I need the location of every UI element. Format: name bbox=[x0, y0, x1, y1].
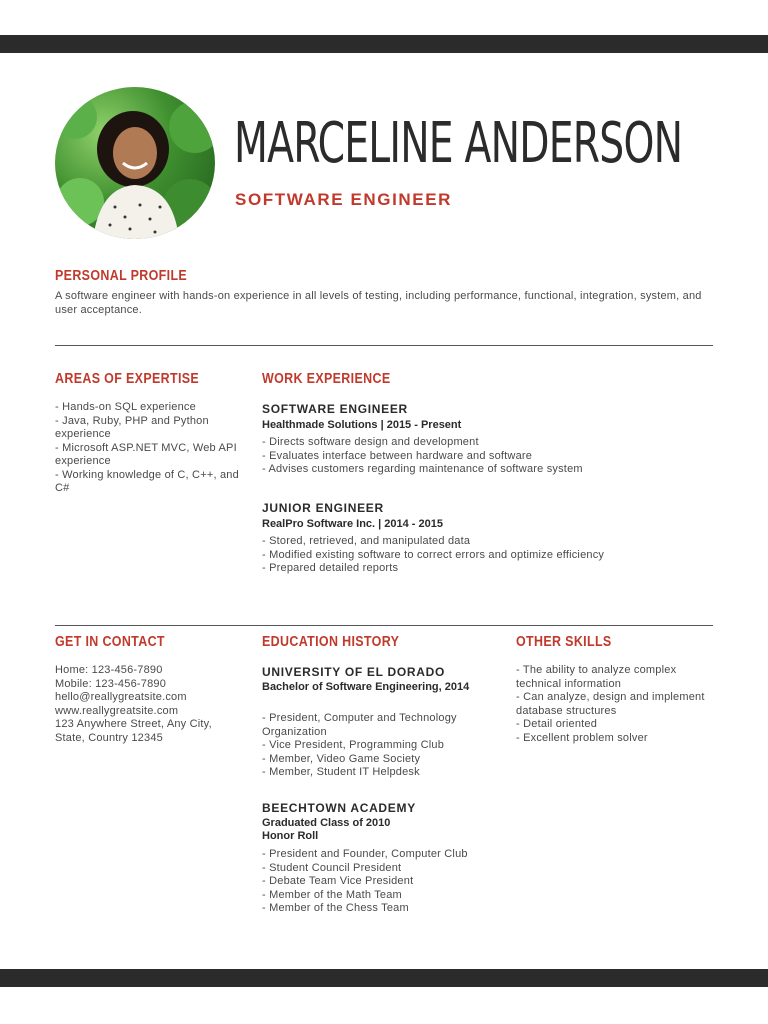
list-item: - Directs software design and development bbox=[262, 436, 479, 448]
bottom-bar bbox=[0, 969, 768, 987]
list-item: - Hands-on SQL experience bbox=[55, 401, 196, 413]
contact-phone-mobile: Mobile: 123-456-7890 bbox=[55, 677, 167, 690]
education-heading: EDUCATION HISTORY bbox=[262, 634, 400, 650]
contact-list bbox=[55, 664, 245, 745]
school-graduation: Graduated Class of 2010 bbox=[262, 817, 391, 829]
job-title: SOFTWARE ENGINEER bbox=[262, 402, 408, 416]
candidate-name: MARCELINE ANDERSON bbox=[234, 111, 683, 176]
school-honor: Honor Roll bbox=[262, 830, 319, 842]
expertise-heading: AREAS OF EXPERTISE bbox=[55, 371, 200, 387]
profile-photo bbox=[55, 87, 215, 239]
list-item: - Student Council President bbox=[262, 861, 402, 874]
list-item: - Working knowledge of C, C++, and C# bbox=[55, 468, 239, 494]
contact-phone-home: Home: 123-456-7890 bbox=[55, 664, 163, 676]
list-item: - Excellent problem solver bbox=[516, 731, 648, 744]
list-item: - Modified existing software to correct errors and optimize efficiency bbox=[262, 548, 605, 561]
job-company: RealPro Software Inc. | 2014 - 2015 bbox=[262, 518, 443, 530]
school-name: UNIVERSITY OF EL DORADO bbox=[262, 665, 446, 679]
portrait-image bbox=[55, 87, 215, 239]
candidate-title: SOFTWARE ENGINEER bbox=[235, 190, 453, 209]
list-item: - Member, Video Game Society bbox=[262, 752, 421, 765]
list-item: - Vice President, Programming Club bbox=[262, 739, 445, 751]
list-item: - Member of the Chess Team bbox=[262, 902, 409, 914]
contact-address-line1: 123 Anywhere Street, Any City, bbox=[55, 718, 212, 730]
school-activities bbox=[262, 712, 492, 780]
work-heading: WORK EXPERIENCE bbox=[262, 371, 391, 387]
job-title: JUNIOR ENGINEER bbox=[262, 501, 384, 515]
list-item: - Debate Team Vice President bbox=[262, 875, 414, 887]
profile-heading: PERSONAL PROFILE bbox=[55, 268, 188, 284]
job-duties bbox=[262, 535, 702, 576]
school-name: BEECHTOWN ACADEMY bbox=[262, 801, 416, 815]
top-bar bbox=[0, 35, 768, 53]
list-item: - Member, Student IT Helpdesk bbox=[262, 766, 420, 778]
list-item: - President, Computer and Technology Organization bbox=[262, 712, 457, 738]
divider-1 bbox=[55, 345, 713, 346]
contact-address-line2: State, Country 12345 bbox=[55, 731, 163, 744]
school-degree: Bachelor of Software Engineering, 2014 bbox=[262, 681, 470, 693]
job-duties bbox=[262, 436, 702, 477]
skills-list bbox=[516, 664, 716, 745]
list-item: - Prepared detailed reports bbox=[262, 562, 399, 574]
school-activities bbox=[262, 848, 492, 916]
contact-email[interactable]: hello@reallygreatsite.com bbox=[55, 691, 187, 703]
profile-text: A software engineer with hands-on experience in all levels of testing, including performance, functional, integration, system, and user acceptance. bbox=[55, 290, 702, 316]
list-item: - The ability to analyze complex technical information bbox=[516, 664, 677, 690]
expertise-list bbox=[55, 401, 245, 496]
list-item: - Member of the Math Team bbox=[262, 888, 402, 901]
list-item: - Advises customers regarding maintenance of software system bbox=[262, 463, 583, 475]
divider-2 bbox=[55, 625, 713, 626]
contact-website[interactable]: www.reallygreatsite.com bbox=[55, 704, 179, 717]
list-item: - Evaluates interface between hardware and software bbox=[262, 449, 533, 462]
list-item: - President and Founder, Computer Club bbox=[262, 848, 468, 860]
list-item: - Microsoft ASP.NET MVC, Web API experience bbox=[55, 441, 237, 467]
contact-heading: GET IN CONTACT bbox=[55, 634, 165, 650]
list-item: - Java, Ruby, PHP and Python experience bbox=[55, 414, 209, 440]
list-item: - Stored, retrieved, and manipulated data bbox=[262, 535, 471, 547]
list-item: - Detail oriented bbox=[516, 718, 598, 730]
skills-heading: OTHER SKILLS bbox=[516, 634, 612, 650]
job-company: Healthmade Solutions | 2015 - Present bbox=[262, 419, 462, 431]
list-item: - Can analyze, design and implement database structures bbox=[516, 691, 705, 717]
